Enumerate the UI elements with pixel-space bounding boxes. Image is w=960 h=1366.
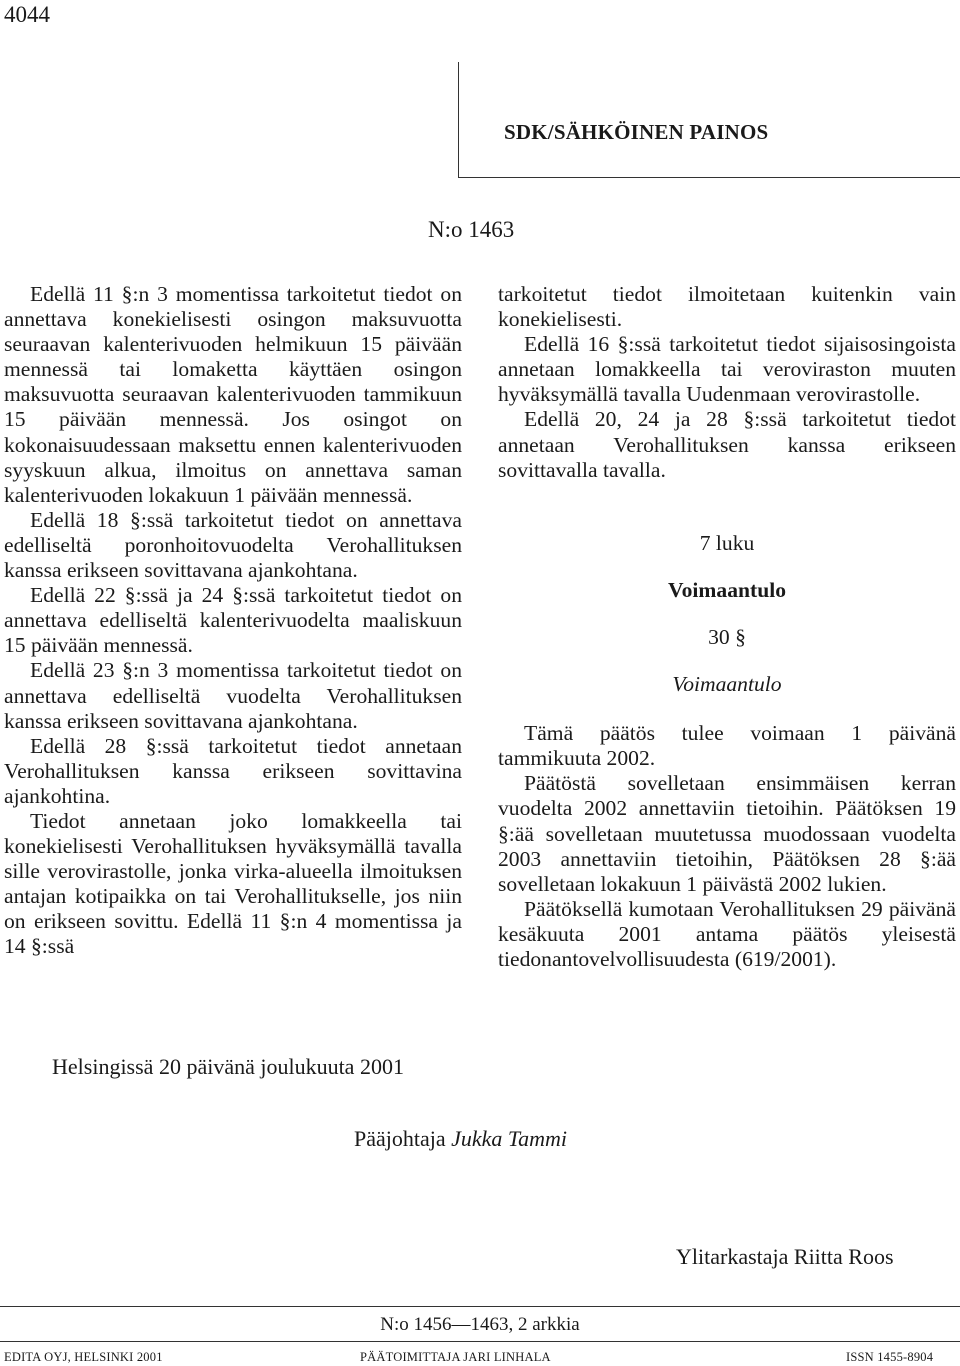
- paragraph: Edellä 20, 24 ja 28 §:ssä tarkoitetut tiedot annetaan Verohallituksen kanssa erikseen sovittavalla tavalla.: [498, 407, 956, 482]
- footer-editor: PÄÄTOIMITTAJA JARI LINHALA: [360, 1350, 551, 1364]
- footer-rule-bottom: [0, 1341, 960, 1342]
- header-frame-horizontal-rule: [458, 177, 960, 178]
- paragraph-continuation: tarkoitetut tiedot ilmoitetaan kuitenkin vain konekielisesti.: [498, 282, 956, 332]
- signature-senior-inspector: Ylitarkastaja Riitta Roos: [676, 1244, 894, 1269]
- paragraph: Päätöstä sovelletaan ensimmäisen kerran vuodelta 2002 annettaviin tietoihin. Päätöksen 19 §:ää sovelletaan muutetussa muodossaan vuodelta 2003 annettaviin tietoihin, Päätöksen 28 §:ää sovelletaan lokakuun 1 päivästä 2002 lukien.: [498, 771, 956, 896]
- left-column: [4, 282, 462, 960]
- paragraph: Edellä 16 §:ssä tarkoitetut tiedot sijaisosingoista annetaan lomakkeella tai veroviraston muuten hyväksymällä tavalla Uudenmaan verovirastolle.: [498, 332, 956, 407]
- header-frame-vertical-rule: [458, 62, 459, 178]
- footer-publisher: EDITA OYJ, HELSINKI 2001: [4, 1350, 163, 1364]
- footer-sheet-count: N:o 1456—1463, 2 arkkia: [380, 1314, 580, 1335]
- signer-name: Jukka Tammi: [451, 1126, 568, 1151]
- document-number: N:o 1463: [428, 217, 515, 242]
- paragraph: Edellä 23 §:n 3 momentissa tarkoitetut tiedot on annettava edelliseltä vuodelta Verohallituksen kanssa erikseen sovittavana ajankohtana.: [4, 658, 462, 733]
- edition-stamp: SDK/SÄHKÖINEN PAINOS: [504, 120, 769, 144]
- paragraph: Edellä 18 §:ssä tarkoitetut tiedot on annettava edelliseltä poronhoitovuodelta Verohallituksen kanssa erikseen sovittavana ajankohtana.: [4, 507, 462, 583]
- paragraph: Edellä 22 §:ssä ja 24 §:ssä tarkoitetut tiedot on annettava edelliseltä kalenterivuodelta maaliskuun 15 päivään mennessä.: [4, 583, 462, 658]
- chapter-title: Voimaantulo: [668, 577, 786, 602]
- place-and-date: Helsingissä 20 päivänä joulukuuta 2001: [52, 1054, 404, 1079]
- paragraph: Edellä 11 §:n 3 momentissa tarkoitetut tiedot on annettava konekielisesti osingon maksuvuotta seuraavan kalenterivuoden helmikuun 15 päivään mennessä tai lomaketta käyttäen osingon maksuvuotta seuraavan kalenterivuoden tammikuun 15 päivään mennessä. Jos osingot on kokonaisuudessaan maksettu ennen kalenterivuoden syyskuun alkua, ilmoitus on annettava saman kalenterivuoden lokakuun 1 päivään mennessä.: [4, 282, 462, 507]
- footer-rule-top: [0, 1306, 960, 1307]
- section-number: 30 §: [708, 624, 746, 649]
- paragraph: Edellä 28 §:ssä tarkoitetut tiedot annetaan Verohallituksen kanssa erikseen sovittavina ajankohtina.: [4, 733, 462, 808]
- chapter-number: 7 luku: [699, 530, 755, 555]
- paragraph: Tämä päätös tulee voimaan 1 päivänä tammikuuta 2002.: [498, 721, 956, 771]
- page-number: 4044: [4, 2, 50, 27]
- signer-title: Pääjohtaja: [354, 1126, 446, 1151]
- paragraph: Päätöksellä kumotaan Verohallituksen 29 päivänä kesäkuuta 2001 antama päätös yleisestä tiedonantovelvollisuudesta (619/2001).: [498, 896, 956, 971]
- signature-director-general: [354, 1126, 567, 1152]
- footer-issn: ISSN 1455-8904: [846, 1350, 934, 1364]
- section-title: Voimaantulo: [672, 672, 782, 697]
- paragraph: Tiedot annetaan joko lomakkeella tai konekielisesti Verohallituksen hyväksymällä tavalla sille verovirastolle, jonka virka-alueella ilmoituksen antajan kotipaikka on tai Verohallitukselle, jos niin on erikseen sovittu. Edellä 11 §:n 4 momentissa ja 14 §:ssä: [4, 808, 462, 959]
- right-column: [498, 282, 956, 972]
